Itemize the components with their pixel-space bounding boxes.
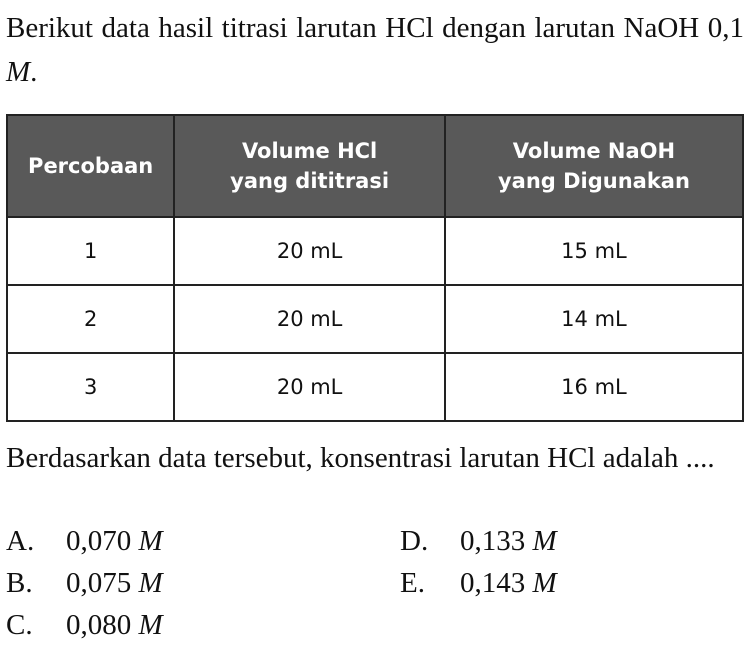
option-unit: M	[138, 609, 163, 641]
table-cell: 20 mL	[174, 353, 445, 421]
table-cell: 1	[7, 217, 174, 285]
table-cell: 15 mL	[445, 217, 743, 285]
option-letter: B.	[6, 567, 33, 599]
table-row	[7, 285, 743, 353]
titration-table	[6, 114, 744, 422]
option-value: 0,143	[460, 567, 526, 599]
header-volume-hcl	[174, 115, 445, 217]
option-value: 0,070	[66, 525, 132, 557]
table-header-row	[7, 115, 743, 217]
option-unit: M	[532, 525, 557, 557]
option-letter: C.	[6, 609, 33, 641]
intro-period: .	[30, 56, 38, 88]
header-volume-hcl-text: Volume HCl yang dititrasi	[230, 139, 390, 193]
table-cell: 20 mL	[174, 285, 445, 353]
intro-unit: M	[6, 56, 31, 88]
header-volume-naoh	[445, 115, 743, 217]
option-unit: M	[532, 567, 557, 599]
option-d[interactable]	[400, 522, 557, 560]
option-b[interactable]	[6, 564, 163, 602]
table-cell: 14 mL	[445, 285, 743, 353]
table-cell: 3	[7, 353, 174, 421]
intro-text	[6, 6, 744, 94]
option-value: 0,080	[66, 609, 132, 641]
header-percobaan: Percobaan	[7, 115, 174, 217]
table-cell: 16 mL	[445, 353, 743, 421]
option-e[interactable]	[400, 564, 557, 602]
option-letter: A.	[6, 525, 35, 557]
option-value: 0,075	[66, 567, 132, 599]
option-a[interactable]	[6, 522, 163, 560]
option-unit: M	[138, 567, 163, 599]
option-unit: M	[138, 525, 163, 557]
table-cell: 20 mL	[174, 217, 445, 285]
option-value: 0,133	[460, 525, 526, 557]
option-letter: E.	[400, 567, 425, 599]
header-volume-naoh-text: Volume NaOH yang Digunakan	[497, 139, 690, 193]
table-row	[7, 353, 743, 421]
option-c[interactable]	[6, 606, 163, 644]
option-letter: D.	[400, 525, 429, 557]
intro-sentence: Berikut data hasil titrasi larutan HCl dengan larutan NaOH 0,1	[6, 12, 744, 44]
question-text: Berdasarkan data tersebut, konsentrasi larutan HCl adalah ....	[6, 442, 715, 474]
table-cell: 2	[7, 285, 174, 353]
table-row	[7, 217, 743, 285]
